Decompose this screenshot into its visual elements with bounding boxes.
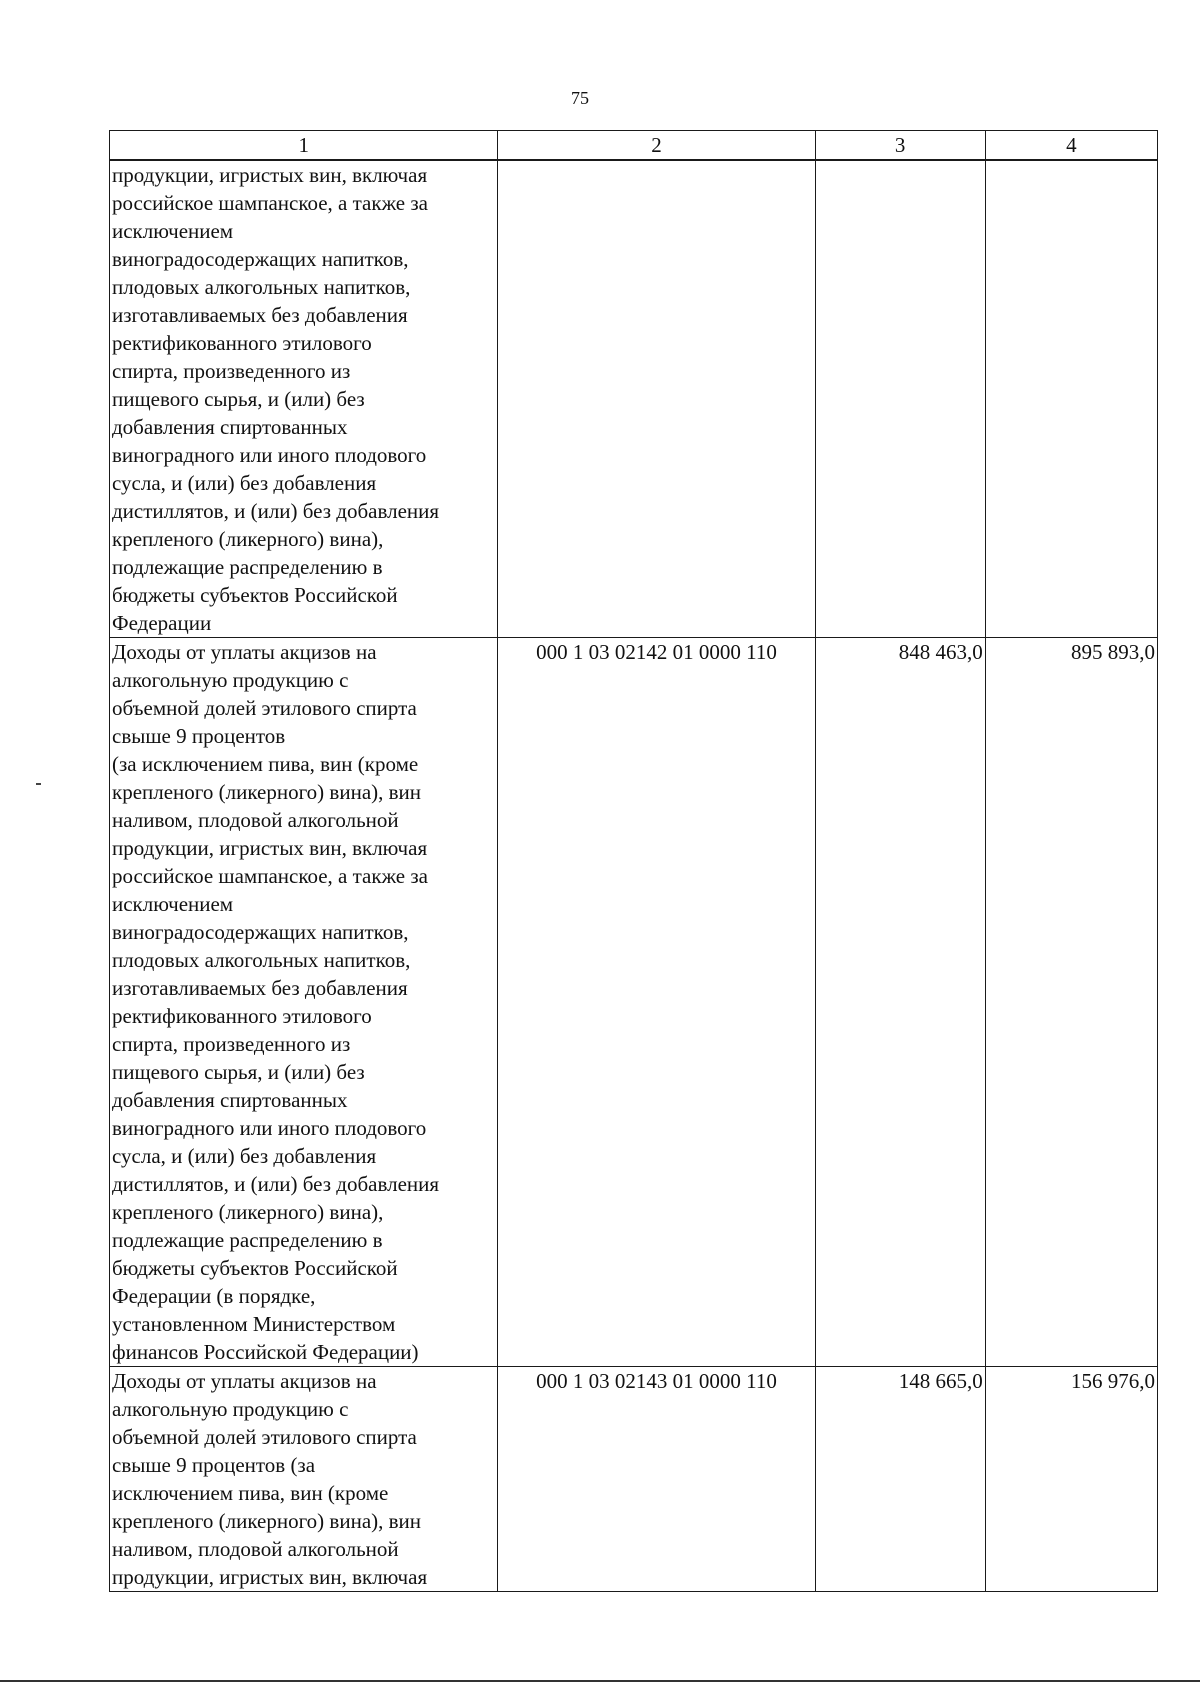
page-number: 75 [571, 88, 589, 108]
page-bottom-rule [0, 1680, 1200, 1682]
row-value-year-2: 895 893,0 [985, 638, 1157, 1367]
column-header-3: 3 [815, 131, 985, 161]
row-value-year-1 [815, 160, 985, 638]
row-description: продукции, игристых вин, включая российское шампанское, а также за исключением виноградосодержащих напитков, плодовых алкогольных напитков, изготавливаемых без добавления ректификованного этилового спирта, произведенного из пищевого сырья, и (или) без добавления спиртованных виноградного или иного плодового сусла, и (или) без добавления дистиллятов, и (или) без добавления крепленого (ликерного) вина), подлежащие распределению в бюджеты субъектов Российской Федерации [110, 160, 498, 638]
row-description: Доходы от уплаты акцизов на алкогольную продукцию с объемной долей этилового спирта свыше 9 процентов (за исключением пива, вин (кроме крепленого (ликерного) вина), вин наливом, плодовой алкогольной продукции, игристых вин, включая [110, 1367, 498, 1592]
column-header-2: 2 [498, 131, 815, 161]
row-value-year-2: 156 976,0 [985, 1367, 1157, 1592]
table-row [110, 638, 1158, 1367]
revenue-table [109, 130, 1158, 1592]
table-row [110, 1367, 1158, 1592]
table-header-row [110, 131, 1158, 161]
scan-speck [36, 783, 41, 785]
column-header-1: 1 [110, 131, 498, 161]
row-budget-code [498, 160, 815, 638]
row-value-year-1: 148 665,0 [815, 1367, 985, 1592]
row-budget-code: 000 1 03 02143 01 0000 110 [498, 1367, 815, 1592]
row-budget-code: 000 1 03 02142 01 0000 110 [498, 638, 815, 1367]
row-description: Доходы от уплаты акцизов на алкогольную продукцию с объемной долей этилового спирта свыше 9 процентов (за исключением пива, вин (кроме крепленого (ликерного) вина), вин наливом, плодовой алкогольной продукции, игристых вин, включая российское шампанское, а также за исключением виноградосодержащих напитков, плодовых алкогольных напитков, изготавливаемых без добавления ректификованного этилового спирта, произведенного из пищевого сырья, и (или) без добавления спиртованных виноградного или иного плодового сусла, и (или) без добавления дистиллятов, и (или) без добавления крепленого (ликерного) вина), подлежащие распределению в бюджеты субъектов Российской Федерации (в порядке, установленном Министерством финансов Российской Федерации) [110, 638, 498, 1367]
row-value-year-1: 848 463,0 [815, 638, 985, 1367]
row-value-year-2 [985, 160, 1157, 638]
column-header-4: 4 [985, 131, 1157, 161]
table-row [110, 160, 1158, 638]
